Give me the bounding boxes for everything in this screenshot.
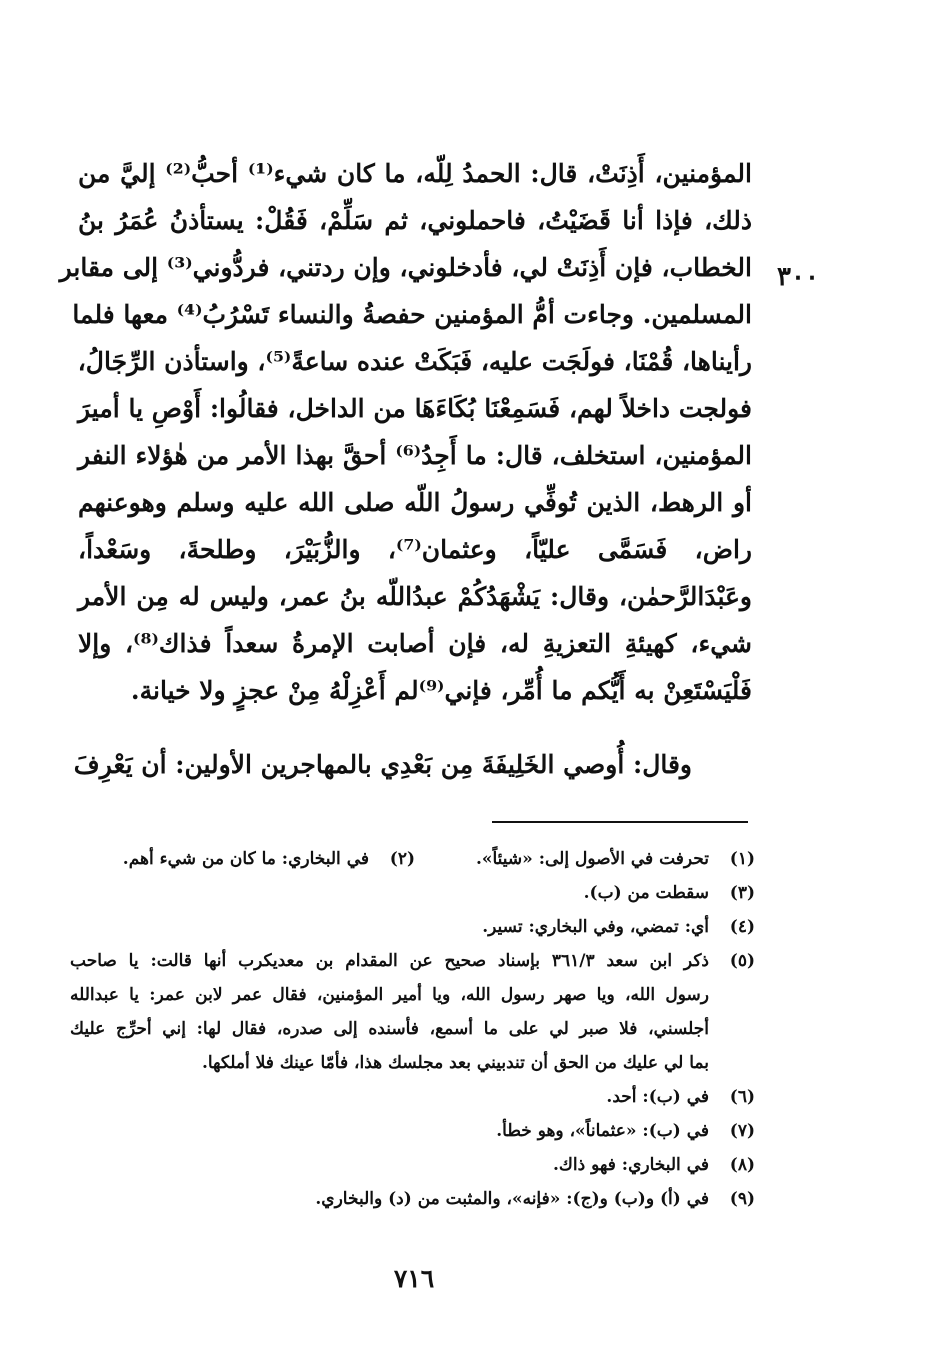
footnote-number: (٨) [729, 1155, 755, 1175]
main-text-line: المسلمين. وجاءت أمُّ المؤمنين حفصةُ والنساء تَسْرُبُ⁽⁴⁾ معها فلما [72, 300, 752, 329]
footnote-number: (٣) [729, 883, 755, 903]
footnote-number: (٧) [729, 1121, 755, 1141]
footnote-text-line: ذكر ابن سعد ٣٦١/٣ بإسناد صحيح عن المقدام بن معديكرب أنها قالت: يا صاحب [70, 951, 709, 971]
footnote-text: في البخاري: فهو ذاك. [553, 1155, 709, 1175]
footnote-row [70, 1182, 755, 1216]
footnote-number: (١) [729, 849, 755, 869]
main-text-line: شيء، كهيئةِ التعزيةِ له، فإن أصابت الإمرةُ سعداً فذاك⁽⁸⁾، وإلا [78, 629, 752, 658]
footnote-row [70, 1114, 755, 1148]
footnote-number: (٥) [729, 951, 755, 971]
footnote-number: (٢) [389, 849, 415, 869]
continuation-paragraph: وقال: أُوصي الخَلِيفَةَ مِن بَعْدِي بالمهاجرين الأولين: أن يَعْرِفَ [73, 750, 692, 779]
main-text-line: وعَبْدَالرَّحمٰن، وقال: يَشْهَدُكُمْ عبدُاللّه بنُ عمر، وليس له مِن الأمر [78, 582, 752, 611]
main-text-block [59, 150, 752, 714]
footnote-row [70, 1148, 755, 1182]
footnote-text: تحرفت في الأصول إلى: «شيئاً». [475, 849, 709, 869]
main-text-line: الخطاب، فإن أَذِنَتْ لي، فأدخلوني، وإن ردتني، فردُّوني⁽³⁾ إلى مقابر [59, 253, 752, 282]
main-text-line: المؤمنين، استخلف، قال: ما أَجِدُ⁽⁶⁾ أحقَّ بهذا الأمر من هٰؤلاء النفر [78, 441, 752, 470]
margin-hadith-number: ٣٠٠ [777, 262, 819, 292]
footnote-text: أي: تمضي، وفي البخاري: تسير. [482, 917, 709, 937]
footnote-row [70, 876, 755, 910]
footnote-row [70, 842, 755, 876]
main-text-line: أو الرهط، الذين تُوفِّي رسولُ اللّه صلى الله عليه وسلم وهوعنهم [78, 488, 752, 517]
footnote-text: سقطت من (ب). [583, 883, 709, 903]
footnote-separator-rule [492, 821, 748, 823]
footnote-text: في (ب): «عثماناً»، وهو خطأ. [496, 1121, 709, 1141]
main-text-line: المؤمنين، أَذِنَتْ، قال: الحمدُ لِلّه، ما كان شيء⁽¹⁾ أحبُّ⁽²⁾ إليَّ من [78, 159, 752, 188]
footnote-number: (٩) [729, 1189, 755, 1209]
main-text-line: ذلك، فإذا أنا قَضَيْتُ، فاحملوني، ثم سَلِّمْ، فَقُلْ: يستأذنُ عُمَرُ بنُ [78, 206, 752, 235]
main-text-line: رأيناها، قُمْنَا، فولَجَت عليه، فَبَكَتْ عنده ساعةً⁽⁵⁾، واستأذن الرِّجَالُ، [77, 347, 752, 376]
footnote-row [70, 910, 755, 944]
footnote-row [70, 1080, 755, 1114]
page-number: ٧١٦ [393, 1264, 435, 1293]
main-text-line: فَلْيَسْتَعِنْ به أَيُّكم ما أُمِّر، فإني⁽⁹⁾لم أَعْزِلْهُ مِنْ عجزٍ ولا خيانة. [130, 676, 752, 705]
footnote-number: (٦) [729, 1087, 755, 1107]
footnote-number: (٤) [729, 917, 755, 937]
footnote-body [70, 944, 709, 1080]
footnote-text-line: رسول الله، ويا صهر رسول الله، ويا أمير المؤمنين، فقال عمر لابن عمر: يا عبدالله [70, 985, 709, 1005]
footnote-text-line: أجلسني، فلا صبر لي على ما أسمع، فأسنده إلى صدره، فقال لها: إني أحرِّج عليك [70, 1019, 709, 1039]
footnote-text-line: بما لي عليك من الحق أن تندبيني بعد مجلسك هذا، فأمّا عينك فلا أملكها. [201, 1053, 709, 1073]
footnote-text: في (أ) و(ب) و(ج): «فإنه»، والمثبت من (د) والبخاري. [315, 1189, 709, 1209]
main-text-line: راض، فَسَمَّى عليّاً، وعثمان⁽⁷⁾، والزُّبَيْرَ، وطلحةَ، وسَعْداً، [78, 535, 752, 564]
footnote-text: في البخاري: ما كان من شيء أهم. [122, 849, 369, 869]
main-text-line: فولجت داخلاً لهم، فَسَمِعْنَا بُكَاءَهَا من الداخل، فقالُوا: أَوْصِ يا أميرَ [78, 394, 752, 423]
footnotes-block [70, 842, 755, 1216]
footnote-text: في (ب): أحد. [606, 1087, 709, 1107]
footnote-row [70, 944, 755, 1080]
